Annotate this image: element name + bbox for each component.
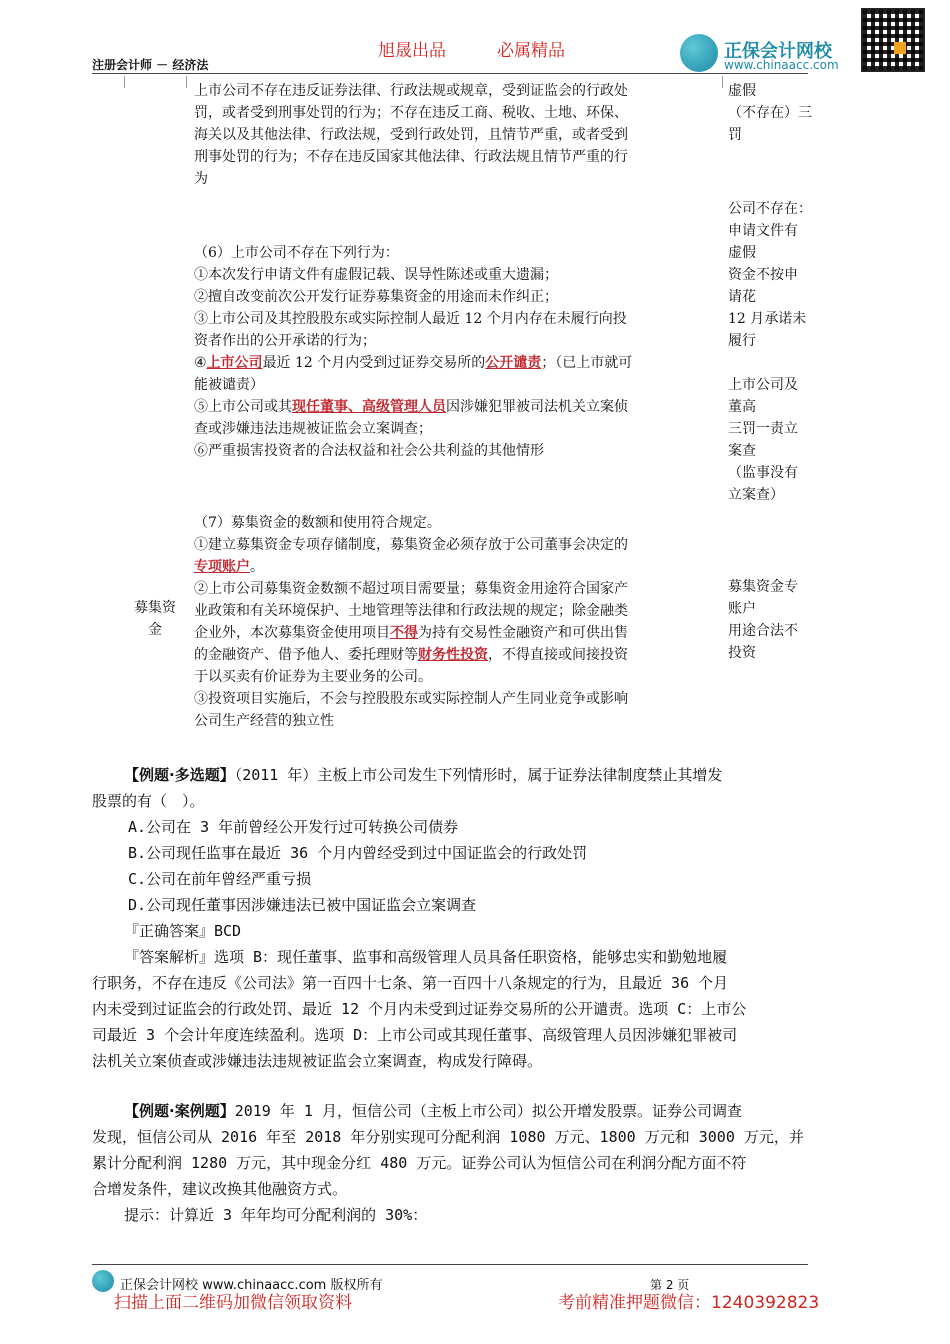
- text-line: ③上市公司及其控股股东或实际控制人最近 12 个月内存在未履行向投: [194, 311, 627, 327]
- table-row-label: [130, 597, 180, 641]
- text-line: 为: [194, 171, 208, 187]
- label-line: 金: [148, 622, 162, 638]
- text-line: ⑥严重损害投资者的合法权益和社会公共利益的其他情形: [194, 443, 544, 459]
- note-line: （监事没有: [728, 465, 798, 481]
- text-line: 股票的有（ ）。: [92, 792, 205, 810]
- text-line: 资者作出的公开承诺的行为；: [194, 333, 376, 349]
- note-line: 罚: [728, 127, 742, 143]
- highlight-text: 公开谴责: [485, 355, 542, 371]
- example-case-study: [92, 1098, 852, 1228]
- text-span: 为持有交易性金融资产和可供出售: [418, 625, 628, 641]
- note-line: 虚假: [728, 83, 756, 99]
- option-b: B.公司现任监事在最近 36 个月内曾经受到过中国证监会的行政处罚: [128, 844, 588, 862]
- answer-text: 『正确答案』BCD: [124, 922, 242, 940]
- analysis-line: 行职务，不存在违反《公司法》第一百四十七条、第一百四十八条规定的行为，且最近 36 个月: [92, 974, 729, 992]
- highlight-text: 不得: [390, 625, 418, 641]
- text-line: ②上市公司募集资金数额不超过项目需要量；募集资金用途符合国家产: [194, 581, 628, 597]
- text-line: 查或涉嫌违法违规被证监会立案调查；: [194, 421, 432, 437]
- example-label: 【例题·案例题】: [124, 1102, 235, 1120]
- text-line: ①建立募集资金专项存储制度，募集资金必须存放于公司董事会决定的: [194, 537, 628, 553]
- qr-center-icon: [894, 42, 906, 54]
- text-line: [194, 556, 724, 578]
- text-span: 2019 年 1 月，恒信公司（主板上市公司）拟公开增发股票。证券公司调查: [234, 1102, 742, 1120]
- text-span: 企业外，本次募集资金使用项目: [194, 625, 390, 641]
- header-slogan-left: 旭晟出品: [378, 41, 446, 61]
- text-span: 的金融资产、借予他人、委托理财等: [194, 647, 418, 663]
- qr-code-icon: [861, 8, 925, 72]
- note-line: 账户: [728, 601, 756, 617]
- note-line: 虚假: [728, 245, 756, 261]
- note-line: 案查: [728, 443, 756, 459]
- highlight-text: 财务性投资: [418, 647, 488, 663]
- text-line: 刑事处罚的行为；不存在违反国家其他法律、行政法规且情节严重的行: [194, 149, 628, 165]
- note-line: 履行: [728, 333, 756, 349]
- text-line: 发现，恒信公司从 2016 年至 2018 年分别实现可分配利润 1080 万元、1800 万元和 3000 万元，并: [92, 1128, 804, 1146]
- text-span: ④: [194, 355, 207, 371]
- analysis-line: 内未受到过证监会的行政处罚、最近 12 个月内未受到过证券交易所的公开谴责。选项 C：上市公: [92, 1000, 747, 1018]
- logo-url: www.chinaacc.com: [724, 58, 839, 72]
- text-line: （7）募集资金的数额和使用符合规定。: [194, 515, 441, 531]
- table-block-6-right: [728, 198, 838, 506]
- text-line: 业政策和有关环境保护、土地管理等法律和行政法规的规定；除金融类: [194, 603, 628, 619]
- note-line: 申请文件有: [728, 223, 798, 239]
- text-line: ③投资项目实施后，不会与控股股东或实际控制人产生同业竞争或影响: [194, 691, 628, 707]
- footer-wechat-id: 考前精准押题微信：1240392823: [558, 1293, 820, 1313]
- note-line: 资金不按申: [728, 267, 798, 283]
- logo-icon: [680, 34, 718, 72]
- text-span: 。: [250, 559, 264, 575]
- table-line: [124, 76, 125, 88]
- text-line: 能被谴责）: [194, 377, 264, 393]
- note-line: 董高: [728, 399, 756, 415]
- text-span: ；（已上市就可: [541, 355, 633, 371]
- page-number: 第 2 页: [650, 1278, 690, 1292]
- text-line: 公司生产经营的独立性: [194, 713, 334, 729]
- spacer: [728, 352, 838, 374]
- text-line: 上市公司不存在违反证券法律、行政法规或规章，受到证监会的行政处: [194, 83, 628, 99]
- option-d: D.公司现任董事因涉嫌违法已被中国证监会立案调查: [128, 896, 477, 914]
- footer-logo-icon: [92, 1270, 114, 1292]
- text-line: 累计分配利润 1280 万元，其中现金分红 480 万元。证券公司认为恒信公司在利润分配方面不符: [92, 1154, 747, 1172]
- note-line: 三罚一责立: [728, 421, 798, 437]
- table-top-right: [728, 80, 838, 146]
- note-line: 上市公司及: [728, 377, 798, 393]
- text-line: [92, 762, 852, 788]
- footer-copyright: 正保会计网校 www.chinaacc.com 版权所有: [120, 1278, 383, 1293]
- note-line: 公司不存在：: [728, 201, 812, 217]
- footer-rule: [92, 1264, 808, 1265]
- analysis-line: 『答案解析』选项 B：现任董事、监事和高级管理人员具备任职资格，能够忠实和勤勉地履: [124, 948, 728, 966]
- text-line: （6）上市公司不存在下列行为：: [194, 245, 399, 261]
- note-line: 募集资金专: [728, 579, 798, 595]
- highlight-text: 现任董事、高级管理人员: [292, 399, 446, 415]
- table-line: [186, 76, 187, 88]
- header-rule: [92, 73, 808, 74]
- highlight-text: 专项账户: [194, 559, 250, 575]
- example-label: 【例题·多选题】: [124, 766, 235, 784]
- text-span: ，不得直接或间接投资: [488, 647, 628, 663]
- text-line: [92, 1098, 852, 1124]
- header-slogan-right: 必属精品: [497, 41, 565, 61]
- header-subtitle: 注册会计师 － 经济法: [92, 58, 209, 72]
- text-span: ⑤上市公司或其: [194, 399, 292, 415]
- text-line: 合增发条件，建议改换其他融资方式。: [92, 1180, 348, 1198]
- analysis-line: 法机关立案侦查或涉嫌违法违规被证监会立案调查，构成发行障碍。: [92, 1052, 543, 1070]
- text-line: [194, 352, 724, 374]
- text-line: 罚，或者受到刑事处罚的行为；不存在违反工商、税收、土地、环保、: [194, 105, 628, 121]
- table-block-7: [194, 512, 724, 732]
- text-line: ②擅自改变前次公开发行证券募集资金的用途而未作纠正；: [194, 289, 558, 305]
- option-a: A.公司在 3 年前曾经公开发行过可转换公司债券: [128, 818, 459, 836]
- note-line: 12 月承诺未: [728, 311, 807, 327]
- text-line: [194, 622, 724, 644]
- example-multiple-choice: [92, 762, 852, 1074]
- text-line: ①本次发行申请文件有虚假记载、误导性陈述或重大遗漏；: [194, 267, 558, 283]
- hint-text: 提示：计算近 3 年年均可分配利润的 30%：: [124, 1206, 428, 1224]
- note-line: 用途合法不: [728, 623, 798, 639]
- footer-wechat-promo: 扫描上面二维码加微信领取资料: [114, 1293, 352, 1313]
- text-line: 于以买卖有价证券为主要业务的公司。: [194, 669, 432, 685]
- note-line: （不存在）三: [728, 105, 812, 121]
- analysis-line: 司最近 3 个会计年度连续盈利。选项 D：上市公司或其现任董事、高级管理人员因涉嫌犯罪被司: [92, 1026, 738, 1044]
- label-line: 募集资: [134, 600, 176, 616]
- note-line: 投资: [728, 645, 756, 661]
- note-line: 立案查）: [728, 487, 784, 503]
- table-top-block: [194, 80, 724, 190]
- text-line: 海关以及其他法律、行政法规，受到行政处罚，且情节严重，或者受到: [194, 127, 628, 143]
- text-span: 最近 12 个月内受到过证券交易所的: [262, 355, 486, 371]
- table-block-6: [194, 242, 724, 462]
- text-span: （2011 年）主板上市公司发生下列情形时，属于证券法律制度禁止其增发: [234, 766, 723, 784]
- highlight-text: 上市公司: [206, 355, 263, 371]
- logo-title: 正保会计网校: [724, 41, 832, 62]
- text-line: [194, 396, 724, 418]
- table-block-7-right: [728, 576, 838, 664]
- note-line: 请花: [728, 289, 756, 305]
- text-span: 因涉嫌犯罪被司法机关立案侦: [446, 399, 628, 415]
- option-c: C.公司在前年曾经严重亏损: [128, 870, 312, 888]
- text-line: [194, 644, 724, 666]
